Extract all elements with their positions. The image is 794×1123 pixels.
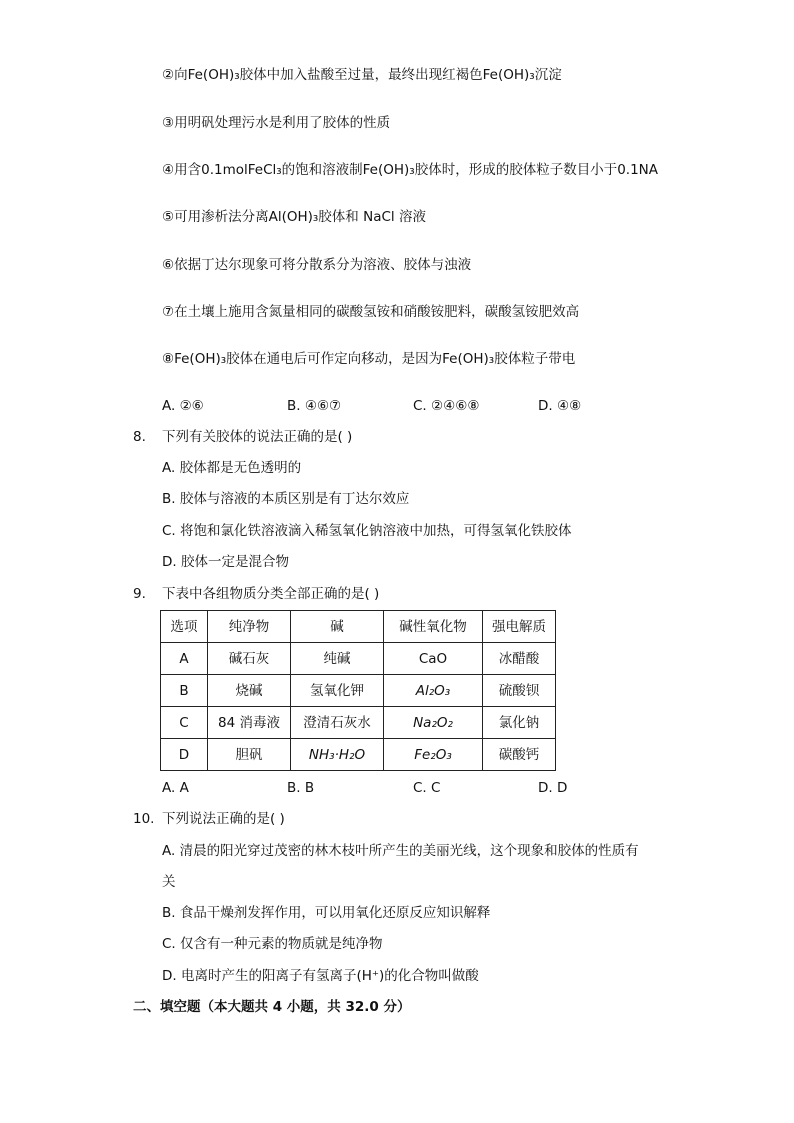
table-cell: 胆矾 [208,739,291,771]
table-row [161,739,556,771]
table-cell: 冰醋酸 [483,643,556,675]
q7-option-a: A. ②⑥ [162,398,204,414]
q9-option-c: C. C [413,780,441,796]
table-cell: Fe₂O₃ [384,739,483,771]
q7-option-b: B. ④⑥⑦ [287,398,342,414]
q10-option-a: A. 清晨的阳光穿过茂密的林木枝叶所产生的美丽光线，这个现象和胶体的性质有 [162,843,639,859]
statement-5: ⑤可用渗析法分离Al(OH)₃胶体和 NaCl 溶液 [162,209,426,225]
q8-number: 8. [133,429,146,445]
table-cell: CaO [384,643,483,675]
table-header-row [161,611,556,643]
table-cell: NH₃·H₂O [291,739,384,771]
classification-table [160,610,556,771]
table-cell: 碳酸钙 [483,739,556,771]
table-cell: 纯碱 [291,643,384,675]
table-cell: 碱石灰 [208,643,291,675]
table-row [161,675,556,707]
table-cell: B [161,675,208,707]
q8-option-c: C. 将饱和氯化铁溶液滴入稀氢氧化钠溶液中加热，可得氢氧化铁胶体 [162,523,572,539]
q7-option-c: C. ②④⑥⑧ [413,398,480,414]
statement-3: ③用明矾处理污水是利用了胶体的性质 [162,115,391,131]
q8-option-b: B. 胶体与溶液的本质区别是有丁达尔效应 [162,491,410,507]
table-cell: D [161,739,208,771]
table-header-cell: 选项 [161,611,208,643]
q8-stem: 下列有关胶体的说法正确的是( ) [162,429,353,445]
table-cell: 烧碱 [208,675,291,707]
table-cell: 氯化钠 [483,707,556,739]
statement-2: ②向Fe(OH)₃胶体中加入盐酸至过量，最终出现红褐色Fe(OH)₃沉淀 [162,67,562,83]
statement-7: ⑦在土壤上施用含氮量相同的碳酸氢铵和硝酸铵肥料，碳酸氢铵肥效高 [162,304,580,320]
table-cell: Al₂O₃ [384,675,483,707]
q8-option-d: D. 胶体一定是混合物 [162,554,289,570]
table-cell: 硫酸钡 [483,675,556,707]
table-row [161,643,556,675]
q10-option-c: C. 仅含有一种元素的物质就是纯净物 [162,936,383,952]
q10-option-a-cont: 关 [162,874,176,890]
q7-option-d: D. ④⑧ [538,398,582,414]
q9-option-d: D. D [538,780,568,796]
statement-4: ④用含0.1molFeCl₃的饱和溶液制Fe(OH)₃胶体时，形成的胶体粒子数目小于0.1NA [162,162,659,178]
q8-option-a: A. 胶体都是无色透明的 [162,460,302,476]
q10-number: 10. [133,811,155,827]
q9-option-b: B. B [287,780,315,796]
table-header-cell: 强电解质 [483,611,556,643]
section-heading: 二、填空题（本大题共 4 小题，共 32.0 分） [133,999,411,1015]
q9-number: 9. [133,586,146,602]
table-cell: A [161,643,208,675]
q10-option-d: D. 电离时产生的阳离子有氢离子(H⁺)的化合物叫做酸 [162,968,479,984]
table-cell: C [161,707,208,739]
table-header-cell: 碱性氧化物 [384,611,483,643]
table-cell: 84 消毒液 [208,707,291,739]
q9-stem: 下表中各组物质分类全部正确的是( ) [162,586,380,602]
table-cell: 氢氧化钾 [291,675,384,707]
q10-stem: 下列说法正确的是( ) [162,811,285,827]
table-cell: Na₂O₂ [384,707,483,739]
statement-6: ⑥依据丁达尔现象可将分散系分为溶液、胶体与浊液 [162,257,472,273]
table-header-cell: 纯净物 [208,611,291,643]
q10-option-b: B. 食品干燥剂发挥作用，可以用氧化还原反应知识解释 [162,905,491,921]
table-header-cell: 碱 [291,611,384,643]
table-cell: 澄清石灰水 [291,707,384,739]
statement-8: ⑧Fe(OH)₃胶体在通电后可作定向移动，是因为Fe(OH)₃胶体粒子带电 [162,351,576,367]
table-row [161,707,556,739]
q9-option-a: A. A [162,780,189,796]
